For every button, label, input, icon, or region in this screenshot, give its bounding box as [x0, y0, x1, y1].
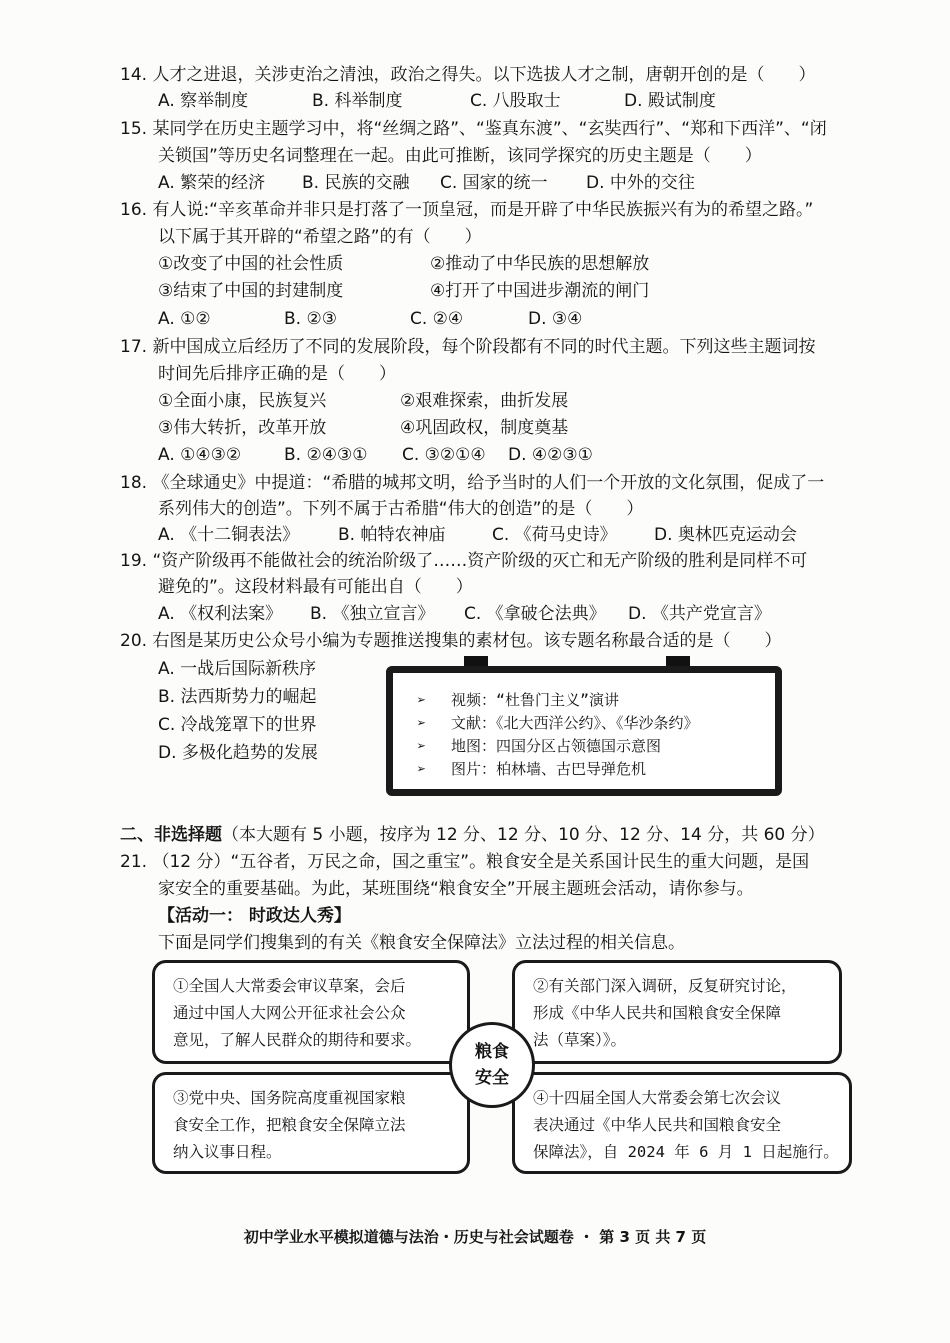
q20-option-d[interactable]: D. 多极化趋势的发展 — [158, 743, 318, 763]
center-label-2: 安全 — [475, 1068, 509, 1088]
q16-item-4: ④打开了中国进步潮流的闸门 — [430, 281, 650, 301]
q19-stem-2: 避免的”。这段材料最有可能出自（ ） — [158, 577, 473, 597]
q20-option-c[interactable]: C. 冷战笼罩下的世界 — [158, 715, 317, 735]
info-box-3 — [152, 1072, 470, 1174]
q17-stem-1: 17. 新中国成立后经历了不同的发展阶段，每个阶段都有不同的时代主题。下列这些主题词按 — [120, 337, 816, 357]
info-box-4-line-3: 保障法》，自 2024 年 6 月 1 日起施行。 — [533, 1143, 839, 1161]
info-box-1-line-1: ①全国人大常委会审议草案，会后 — [173, 977, 406, 995]
material-item-3 — [417, 735, 661, 757]
info-box-3-line-2: 食安全工作，把粮食安全保障立法 — [173, 1116, 406, 1134]
info-box-2-line-2: 形成《中华人民共和国粮食安全保障 — [533, 1004, 782, 1022]
center-label-1: 粮食 — [475, 1042, 509, 1062]
q16-option-b[interactable]: B. ②③ — [284, 309, 337, 329]
q20-option-a[interactable]: A. 一战后国际新秩序 — [158, 659, 317, 679]
q16-item-3: ③结束了中国的封建制度 — [158, 281, 344, 301]
q17-item-4: ④巩固政权，制度奠基 — [400, 418, 569, 438]
q20-option-b[interactable]: B. 法西斯势力的崛起 — [158, 687, 317, 707]
q19-option-a[interactable]: A. 《权利法案》 — [158, 604, 283, 624]
q15-stem-2: 关锁国”等历史名词整理在一起。由此可推断，该同学探究的历史主题是（ ） — [158, 146, 762, 166]
info-box-1 — [152, 960, 470, 1064]
section-2-header — [120, 822, 825, 848]
activity-1-title: 【活动一： 时政达人秀】 — [158, 906, 351, 926]
q16-stem-2: 以下属于其开辟的“希望之路”的有（ ） — [158, 227, 482, 247]
q17-item-3: ③伟大转折，改革开放 — [158, 418, 327, 438]
info-box-4-line-1: ④十四届全国人大常委会第七次会议 — [533, 1089, 782, 1107]
q15-option-a[interactable]: A. 繁荣的经济 — [158, 173, 266, 193]
q19-option-d[interactable]: D. 《共产党宣言》 — [628, 604, 771, 624]
q14-option-c[interactable]: C. 八股取士 — [470, 91, 561, 111]
info-box-3-line-1: ③党中央、国务院高度重视国家粮 — [173, 1089, 406, 1107]
info-box-2-line-3: 法（草案）》。 — [533, 1031, 627, 1049]
q16-option-c[interactable]: C. ②④ — [410, 309, 464, 329]
q16-stem-1: 16. 有人说:“辛亥革命并非只是打落了一顶皇冠，而是开辟了中华民族振兴有为的希望之路。” — [120, 200, 814, 220]
q18-stem-1: 18. 《全球通史》中提道：“希腊的城邦文明，给予当时的人们一个开放的文化氛围，促成了一 — [120, 473, 825, 493]
material-item-4 — [417, 758, 646, 780]
q17-option-a[interactable]: A. ①④③② — [158, 445, 242, 465]
q14-option-b[interactable]: B. 科举制度 — [312, 91, 403, 111]
arrow-icon: ➢ — [417, 691, 427, 709]
q18-option-a[interactable]: A. 《十二铜表法》 — [158, 525, 300, 545]
q20-stem: 20. 右图是某历史公众号小编为专题推送搜集的素材包。该专题名称最合适的是（ ） — [120, 631, 782, 651]
material-item-2 — [417, 712, 699, 734]
q18-option-b[interactable]: B. 帕特农神庙 — [338, 525, 446, 545]
info-box-1-line-3: 意见，了解人民群众的期待和要求。 — [173, 1031, 422, 1049]
q19-stem-1: 19. “资产阶级再不能做社会的统治阶级了……资产阶级的灭亡和无产阶级的胜利是同样不可 — [120, 551, 808, 571]
q16-option-a[interactable]: A. ①② — [158, 309, 211, 329]
q16-item-2: ②推动了中华民族的思想解放 — [430, 254, 650, 274]
q17-option-d[interactable]: D. ④②③① — [508, 445, 593, 465]
q15-option-d[interactable]: D. 中外的交往 — [586, 173, 695, 193]
q17-item-1: ①全面小康，民族复兴 — [158, 391, 327, 411]
q21-stem-2: 家安全的重要基础。为此，某班围绕“粮食安全”开展主题班会活动，请你参与。 — [158, 879, 754, 899]
q15-option-c[interactable]: C. 国家的统一 — [440, 173, 548, 193]
material-item-1 — [417, 689, 619, 711]
material-video: 视频：“杜鲁门主义”演讲 — [451, 691, 620, 709]
q19-option-b[interactable]: B. 《独立宣言》 — [310, 604, 435, 624]
page-footer: 初中学业水平模拟道德与法治・历史与社会试题卷 ・ 第 3 页 共 7 页 — [243, 1228, 707, 1246]
q16-option-d[interactable]: D. ③④ — [528, 309, 583, 329]
q14-option-d[interactable]: D. 殿试制度 — [624, 91, 716, 111]
arrow-icon: ➢ — [417, 760, 427, 778]
info-box-1-line-2: 通过中国人大网公开征求社会公众 — [173, 1004, 406, 1022]
info-box-3-line-3: 纳入议事日程。 — [173, 1143, 282, 1161]
q18-option-d[interactable]: D. 奥林匹克运动会 — [654, 525, 797, 545]
q17-option-c[interactable]: C. ③②①④ — [402, 445, 486, 465]
q17-item-2: ②艰难探索，曲折发展 — [400, 391, 569, 411]
q17-stem-2: 时间先后排序正确的是（ ） — [158, 364, 396, 384]
activity-1-intro: 下面是同学们搜集到的有关《粮食安全保障法》立法过程的相关信息。 — [158, 933, 685, 953]
section-2-desc: （本大题有 5 小题，按序为 12 分、12 分、10 分、12 分、14 分，共 60 分） — [222, 825, 825, 845]
arrow-icon: ➢ — [417, 714, 427, 732]
material-document: 文献：《北大西洋公约》、《华沙条约》 — [451, 714, 699, 732]
q18-option-c[interactable]: C. 《荷马史诗》 — [492, 525, 617, 545]
material-box — [386, 666, 782, 796]
arrow-icon: ➢ — [417, 737, 427, 755]
q15-stem-1: 15. 某同学在历史主题学习中，将“丝绸之路”、“鉴真东渡”、“玄奘西行”、“郑和下西洋”、“闭 — [120, 119, 827, 139]
grain-security-circle — [449, 1022, 535, 1108]
info-box-4-line-2: 表决通过《中华人民共和国粮食安全 — [533, 1116, 782, 1134]
q21-stem-1: 21. （12 分）“五谷者，万民之命，国之重宝”。粮食安全是关系国计民生的重大问题，是国 — [120, 852, 810, 872]
material-map: 地图：四国分区占领德国示意图 — [451, 737, 662, 755]
q19-option-c[interactable]: C. 《拿破仑法典》 — [464, 604, 606, 624]
q18-stem-2: 系列伟大的创造”。下列不属于古希腊“伟大的创造”的是（ ） — [158, 499, 644, 519]
info-box-2-line-1: ②有关部门深入调研，反复研究讨论， — [533, 977, 797, 995]
info-box-4 — [512, 1072, 852, 1174]
q16-item-1: ①改变了中国的社会性质 — [158, 254, 344, 274]
q17-option-b[interactable]: B. ②④③① — [284, 445, 368, 465]
q15-option-b[interactable]: B. 民族的交融 — [302, 173, 410, 193]
material-picture: 图片：柏林墙、古巴导弹危机 — [451, 760, 647, 778]
section-2-title: 二、非选择题 — [120, 825, 222, 845]
q14-stem: 14. 人才之进退，关涉吏治之清浊，政治之得失。以下选拔人才之制，唐朝开创的是（ ） — [120, 65, 816, 85]
q14-option-a[interactable]: A. 察举制度 — [158, 91, 249, 111]
info-box-2 — [512, 960, 842, 1064]
